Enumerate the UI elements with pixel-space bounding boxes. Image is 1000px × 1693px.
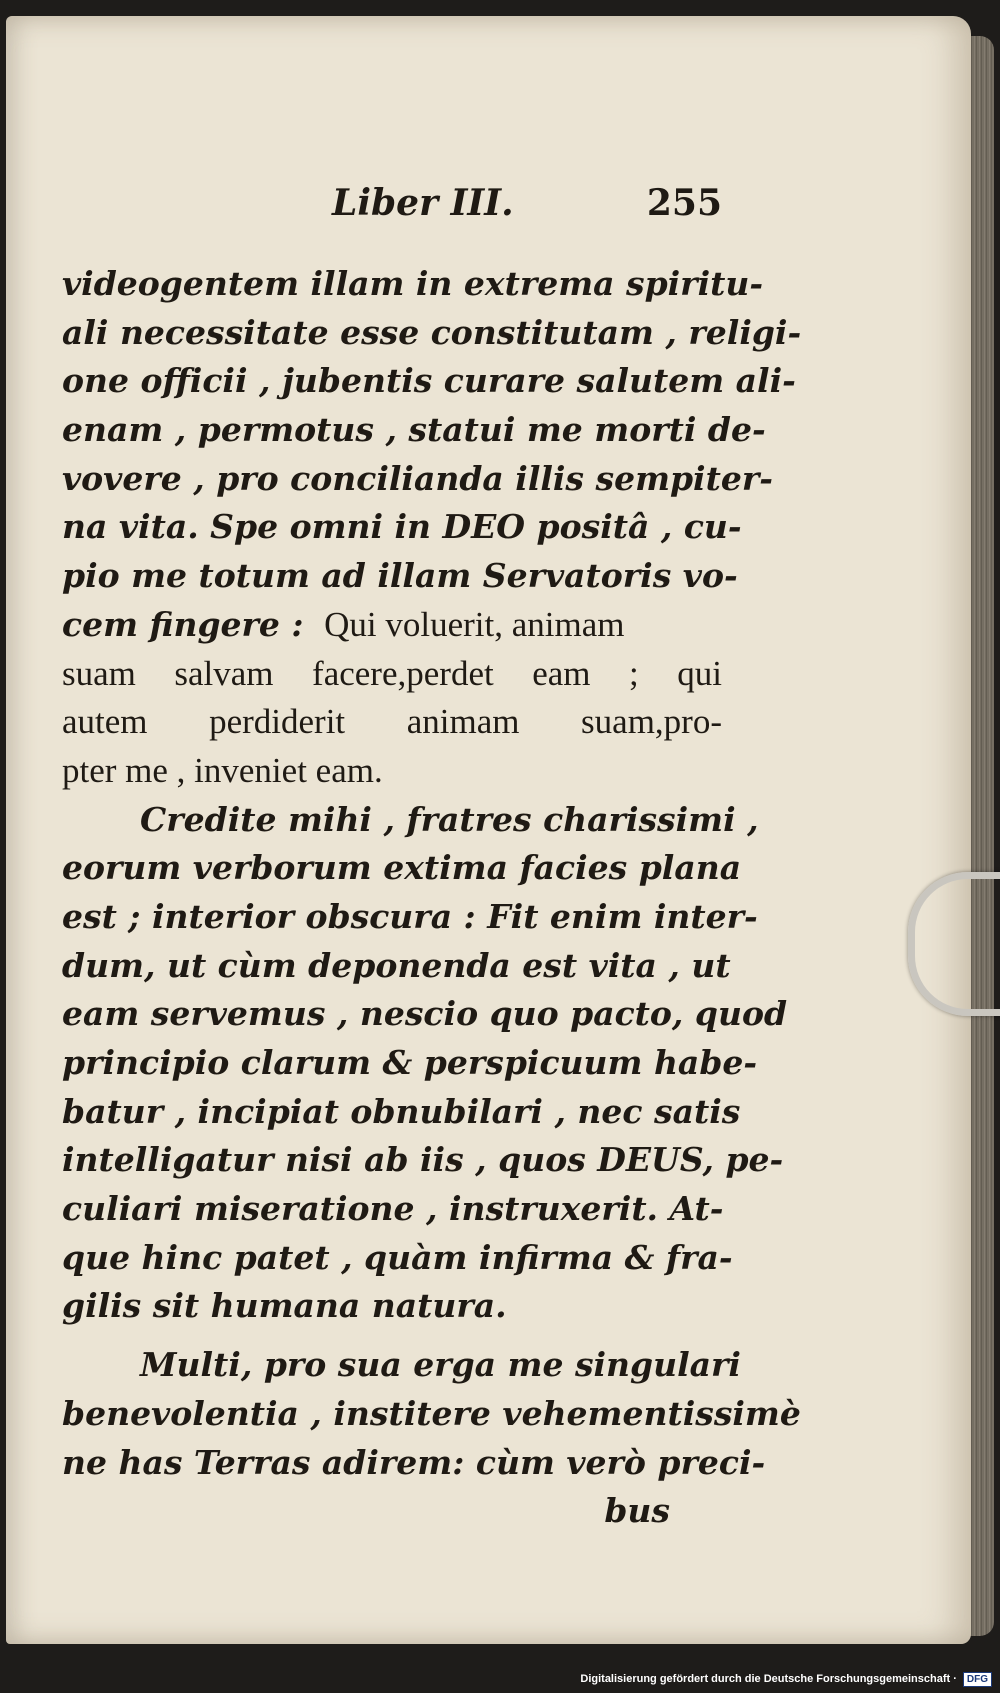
text-line: eam servemus , nescio quo pacto, quod [62, 994, 788, 1034]
text-line: Multi, pro sua erga me singulari [140, 1345, 741, 1385]
paragraph-gap [62, 1331, 722, 1341]
text-line: enam , permotus , statui me morti de- [62, 410, 766, 450]
text-line: pter me , inveniet eam. [62, 750, 383, 790]
text-line: benevolentia , institere vehementissimè [62, 1393, 801, 1433]
text-line: vovere , pro concilianda illis sempiter- [62, 458, 773, 498]
text-line: one officii , jubentis curare salutem ali- [62, 361, 796, 401]
dfg-logo: DFG [963, 1672, 992, 1687]
text-segment: Qui voluerit, animam [324, 604, 625, 644]
text-line: ali necessitate esse constitutam , religi- [62, 312, 802, 352]
text-block [62, 260, 802, 1536]
text-line: culiari miseratione , instruxerit. At- [62, 1189, 724, 1229]
text-line: batur , incipiat obnubilari , nec satis [62, 1091, 741, 1131]
text-segment: cem fingere : [62, 604, 304, 644]
text-line: principio clarum & perspicuum habe- [62, 1043, 758, 1082]
text-line: autem perdiderit animam suam,pro- [62, 702, 722, 742]
text-line-mixed [62, 601, 722, 650]
running-title: Liber III. [332, 182, 514, 224]
page-header [62, 182, 722, 236]
text-line: que hinc patet , quàm infirma & fra- [62, 1237, 733, 1277]
text-line: eorum verborum extima facies plana [62, 848, 742, 888]
text-line: pio me totum ad illam Servatoris vo- [62, 556, 738, 596]
text-line: gilis sit humana natura. [62, 1286, 507, 1326]
page-edges [968, 36, 994, 1636]
footer-bar [580, 1667, 992, 1691]
page-clip [908, 872, 1000, 1016]
page-number: 255 [646, 182, 722, 224]
text-line: est ; interior obscura : Fit enim inter- [62, 896, 758, 936]
text-line: videogentem illam in extrema spiritu- [62, 264, 764, 303]
text-line: Credite mihi , fratres charissimi , [140, 799, 759, 839]
catchword: bus [604, 1491, 670, 1531]
digitization-credit: Digitalisierung gefördert durch die Deutsche Forschungsgemeinschaft · [580, 1673, 957, 1685]
text-line: intelligatur nisi ab iis , quos DEUS, pe- [62, 1140, 784, 1180]
text-line: dum, ut cùm deponenda est vita , ut [62, 945, 731, 985]
text-line: suam salvam facere,perdet eam ; qui [62, 653, 722, 693]
text-line: ne has Terras adirem: cùm verò preci- [62, 1442, 766, 1482]
text-line: na vita. Spe omni in DEO positâ , cu- [62, 507, 742, 547]
